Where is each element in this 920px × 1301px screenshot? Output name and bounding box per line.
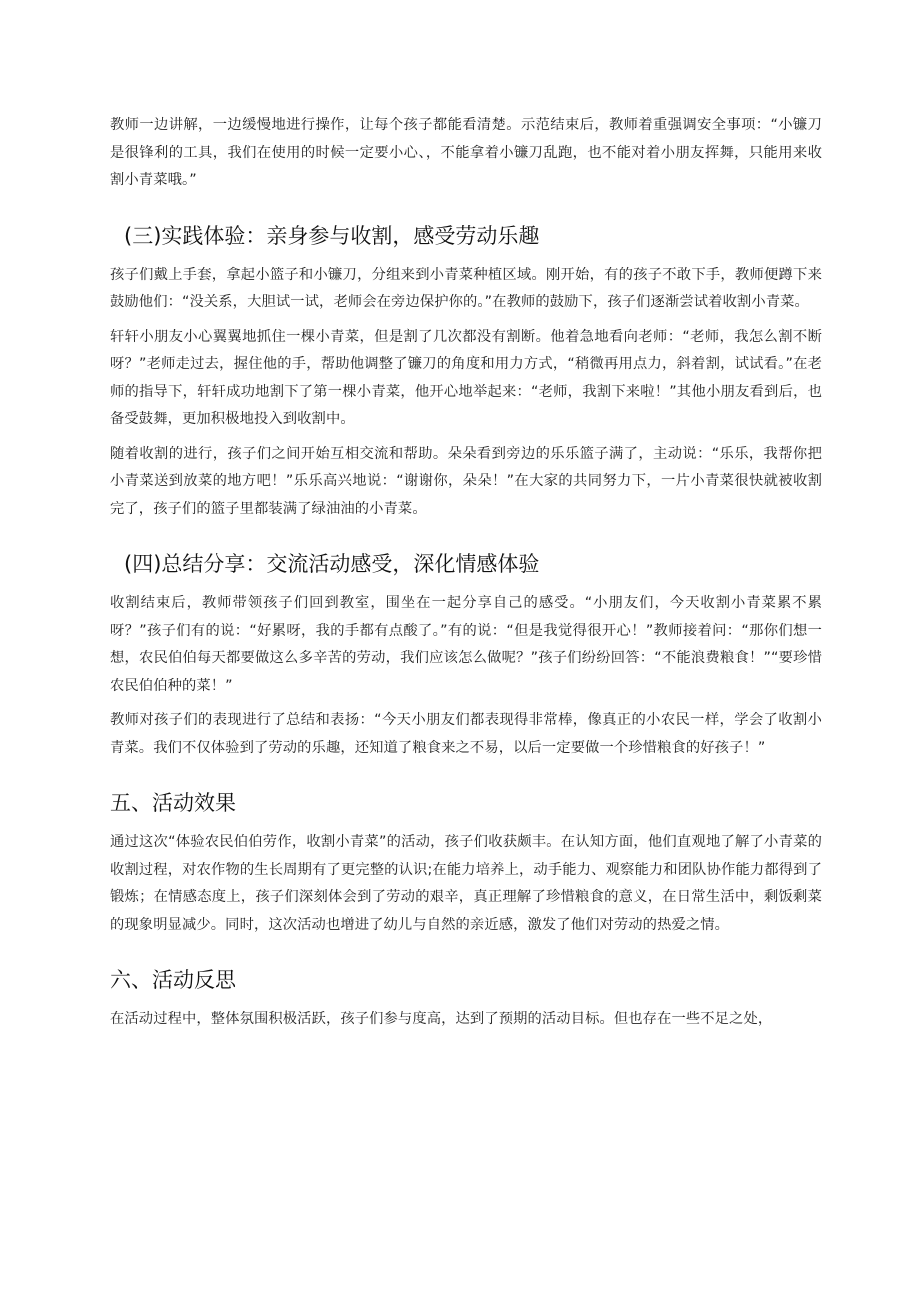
section3-paragraph: 随着收割的进行，孩子们之间开始互相交流和帮助。朵朵看到旁边的乐乐篮子满了，主动说：“乐乐，我帮你把小青菜送到放菜的地方吧！”乐乐高兴地说：“谢谢你，朵朵！”在大家的共同努力下，一片小青菜很快就被收割完了，孩子们的篮子里都装满了绿油油的小青菜。 [110,445,822,517]
section4-heading: (四)总结分享：交流活动感受，深化情感体验 [124,552,540,576]
section6-paragraph: 在活动过程中，整体氛围积极活跃，孩子们参与度高，达到了预期的活动目标。但也存在一些不足之处， [110,1011,773,1027]
section3-paragraph: 轩轩小朋友小心翼翼地抓住一棵小青菜，但是割了几次都没有割断。他着急地看向老师：“老师，我怎么割不断呀？”老师走过去，握住他的手，帮助他调整了镰刀的角度和用力方式，“稍微再用点力，斜着割，试试看。”在老师的指导下，轩轩成功地割下了第一棵小青菜，他开心地举起来：“老师，我割下来啦！”其他小朋友看到后，也备受鼓舞，更加积极地投入到收割中。 [110,328,822,427]
section6-heading: 六、活动反思 [110,968,236,992]
section5-paragraph: 通过这次“体验农民伯伯劳作，收割小青菜”的活动，孩子们收获颇丰。在认知方面，他们直观地了解了小青菜的收割过程，对农作物的生长周期有了更完整的认识;在能力培养上，动手能力、观察能力和团队协作能力都得到了锻炼；在情感态度上，孩子们深刻体会到了劳动的艰辛，真正理解了珍惜粮食的意义，在日常生活中，剩饭剩菜的现象明显减少。同时，这次活动也增进了幼儿与自然的亲近感，激发了他们对劳动的热爱之情。 [110,834,822,933]
document-page [110,112,822,1041]
section4-paragraph: 收割结束后，教师带领孩子们回到教室，围坐在一起分享自己的感受。“小朋友们，今天收割小青菜累不累呀？”孩子们有的说：“好累呀，我的手都有点酸了。”有的说：“但是我觉得很开心！”教师接着问：“那你们想一想，农民伯伯每天都要做这么多辛苦的劳动，我们应该怎么做呢？”孩子们纷纷回答：“不能浪费粮食！”“要珍惜农民伯伯种的菜！” [110,595,822,694]
section4-paragraph: 教师对孩子们的表现进行了总结和表扬：“今天小朋友们都表现得非常棒，像真正的小农民一样，学会了收割小青菜。我们不仅体验到了劳动的乐趣，还知道了粮食来之不易，以后一定要做一个珍惜粮食的好孩子！” [110,712,822,756]
intro-paragraph: 教师一边讲解，一边缓慢地进行操作，让每个孩子都能看清楚。示范结束后，教师着重强调安全事项：“小镰刀是很锋利的工具，我们在使用的时候一定要小心、，不能拿着小镰刀乱跑，也不能对着小朋友挥舞，只能用来收割小青菜哦。” [110,117,822,188]
section3-paragraph: 孩子们戴上手套，拿起小篮子和小镰刀，分组来到小青菜种植区域。刚开始，有的孩子不敢下手，教师便蹲下来鼓励他们：“没关系，大胆试一试，老师会在旁边保护你的。”在教师的鼓励下，孩子们逐渐尝试着收割小青菜。 [110,266,822,310]
section3-heading: (三)实践体验：亲身参与收割，感受劳动乐趣 [124,223,540,248]
section5-heading: 五、活动效果 [110,791,236,815]
